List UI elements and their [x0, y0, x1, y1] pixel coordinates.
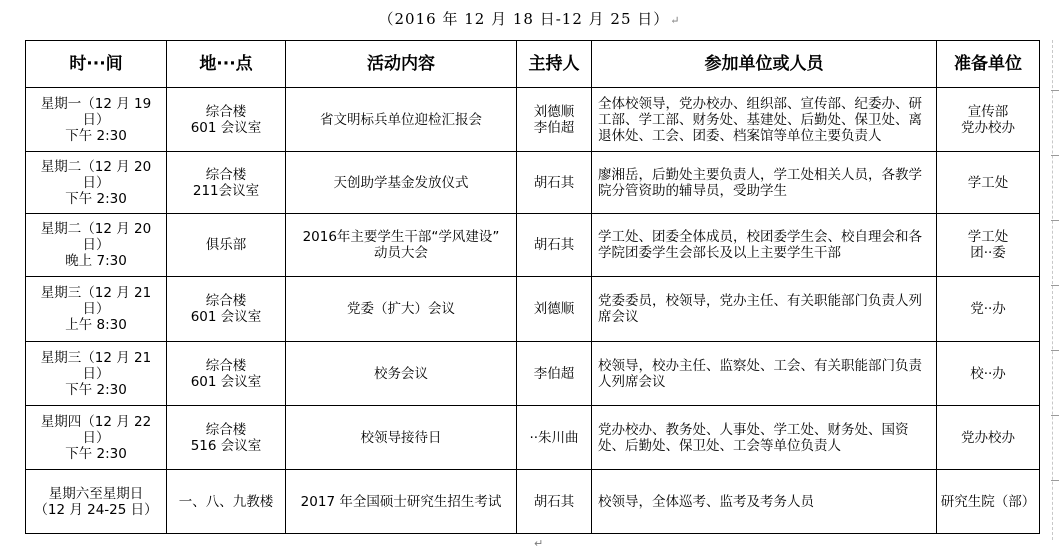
header-content: 活动内容	[286, 41, 517, 88]
participants-cell: 校领导，校办主任、监察处、工会、有关职能部门负责人列席会议	[592, 342, 937, 406]
table-row	[26, 406, 1040, 470]
table-row	[26, 277, 1040, 342]
paragraph-mark-icon: ↵	[534, 537, 544, 550]
host-cell: 胡石其	[517, 152, 592, 214]
content-cell: 校务会议	[286, 342, 517, 406]
edge-tick	[1051, 350, 1059, 351]
edge-tick	[1051, 90, 1059, 91]
content-cell: 校领导接待日	[286, 406, 517, 470]
time-cell: 星期二（12 月 20 日） 晚上 7:30	[26, 214, 167, 277]
time-cell: 星期六至星期日 （12 月 24-25 日）	[26, 470, 167, 534]
title-text: （2016 年 12 月 18 日-12 月 25 日）	[378, 10, 670, 28]
prep-cell: 党··办	[937, 277, 1040, 342]
host-cell: 刘德顺	[517, 277, 592, 342]
table-row	[26, 214, 1040, 277]
edge-tick	[1051, 155, 1059, 156]
place-cell: 综合楼 211会议室	[167, 152, 286, 214]
time-cell: 星期一（12 月 19 日） 下午 2:30	[26, 88, 167, 152]
prep-cell: 学工处	[937, 152, 1040, 214]
edge-tick	[1051, 220, 1059, 221]
content-cell: 天创助学基金发放仪式	[286, 152, 517, 214]
prep-cell: 宣传部 党办校办	[937, 88, 1040, 152]
prep-cell: 校··办	[937, 342, 1040, 406]
content-cell: 2016年主要学生干部“学风建设” 动员大会	[286, 214, 517, 277]
place-cell: 综合楼 516 会议室	[167, 406, 286, 470]
prep-cell: 学工处 团··委	[937, 214, 1040, 277]
place-cell: 综合楼 601 会议室	[167, 342, 286, 406]
time-cell: 星期四（12 月 22 日） 下午 2:30	[26, 406, 167, 470]
content-cell: 2017 年全国硕士研究生招生考试	[286, 470, 517, 534]
prep-cell: 党办校办	[937, 406, 1040, 470]
time-cell: 星期二（12 月 20 日） 下午 2:30	[26, 152, 167, 214]
participants-cell: 党办校办、教务处、人事处、学工处、财务处、国资处、后勤处、保卫处、工会等单位负责人	[592, 406, 937, 470]
schedule-table	[25, 40, 1040, 534]
table-row	[26, 88, 1040, 152]
table-row	[26, 342, 1040, 406]
participants-cell: 学工处、团委全体成员，校团委学生会、校自理会和各学院团委学生会部长及以上主要学生干部	[592, 214, 937, 277]
participants-cell: 校领导，全体巡考、监考及考务人员	[592, 470, 937, 534]
content-cell: 省文明标兵单位迎检汇报会	[286, 88, 517, 152]
table-row	[26, 470, 1040, 534]
header-row	[26, 41, 1040, 88]
page-edge-guide	[1052, 40, 1059, 540]
edge-tick	[1051, 285, 1059, 286]
place-cell: 一、八、九教楼	[167, 470, 286, 534]
paragraph-mark-icon: ↵	[670, 14, 681, 27]
edge-tick	[1051, 480, 1059, 481]
time-cell: 星期三（12 月 21 日） 上午 8:30	[26, 277, 167, 342]
host-cell: 刘德顺 李伯超	[517, 88, 592, 152]
place-cell: 俱乐部	[167, 214, 286, 277]
header-prep: 准备单位	[937, 41, 1040, 88]
host-cell: 胡石其	[517, 214, 592, 277]
header-time: 时···间	[26, 41, 167, 88]
header-host: 主持人	[517, 41, 592, 88]
host-cell: 李伯超	[517, 342, 592, 406]
host-cell: ··朱川曲	[517, 406, 592, 470]
participants-cell: 全体校领导，党办校办、组织部、宣传部、纪委办、研工部、学工部、财务处、基建处、后勤处、保卫处、离退休处、工会、团委、档案馆等单位主要负责人	[592, 88, 937, 152]
time-cell: 星期三（12 月 21 日） 下午 2:30	[26, 342, 167, 406]
prep-cell: 研究生院（部）	[937, 470, 1040, 534]
participants-cell: 廖湘岳，后勤处主要负责人，学工处相关人员，各教学院分管资助的辅导员，受助学生	[592, 152, 937, 214]
participants-cell: 党委委员，校领导，党办主任、有关职能部门负责人列席会议	[592, 277, 937, 342]
place-cell: 综合楼 601 会议室	[167, 88, 286, 152]
header-participants: 参加单位或人员	[592, 41, 937, 88]
header-place: 地···点	[167, 41, 286, 88]
content-cell: 党委（扩大）会议	[286, 277, 517, 342]
host-cell: 胡石其	[517, 470, 592, 534]
place-cell: 综合楼 601 会议室	[167, 277, 286, 342]
page-title	[0, 8, 1059, 29]
table-row	[26, 152, 1040, 214]
edge-tick	[1051, 415, 1059, 416]
